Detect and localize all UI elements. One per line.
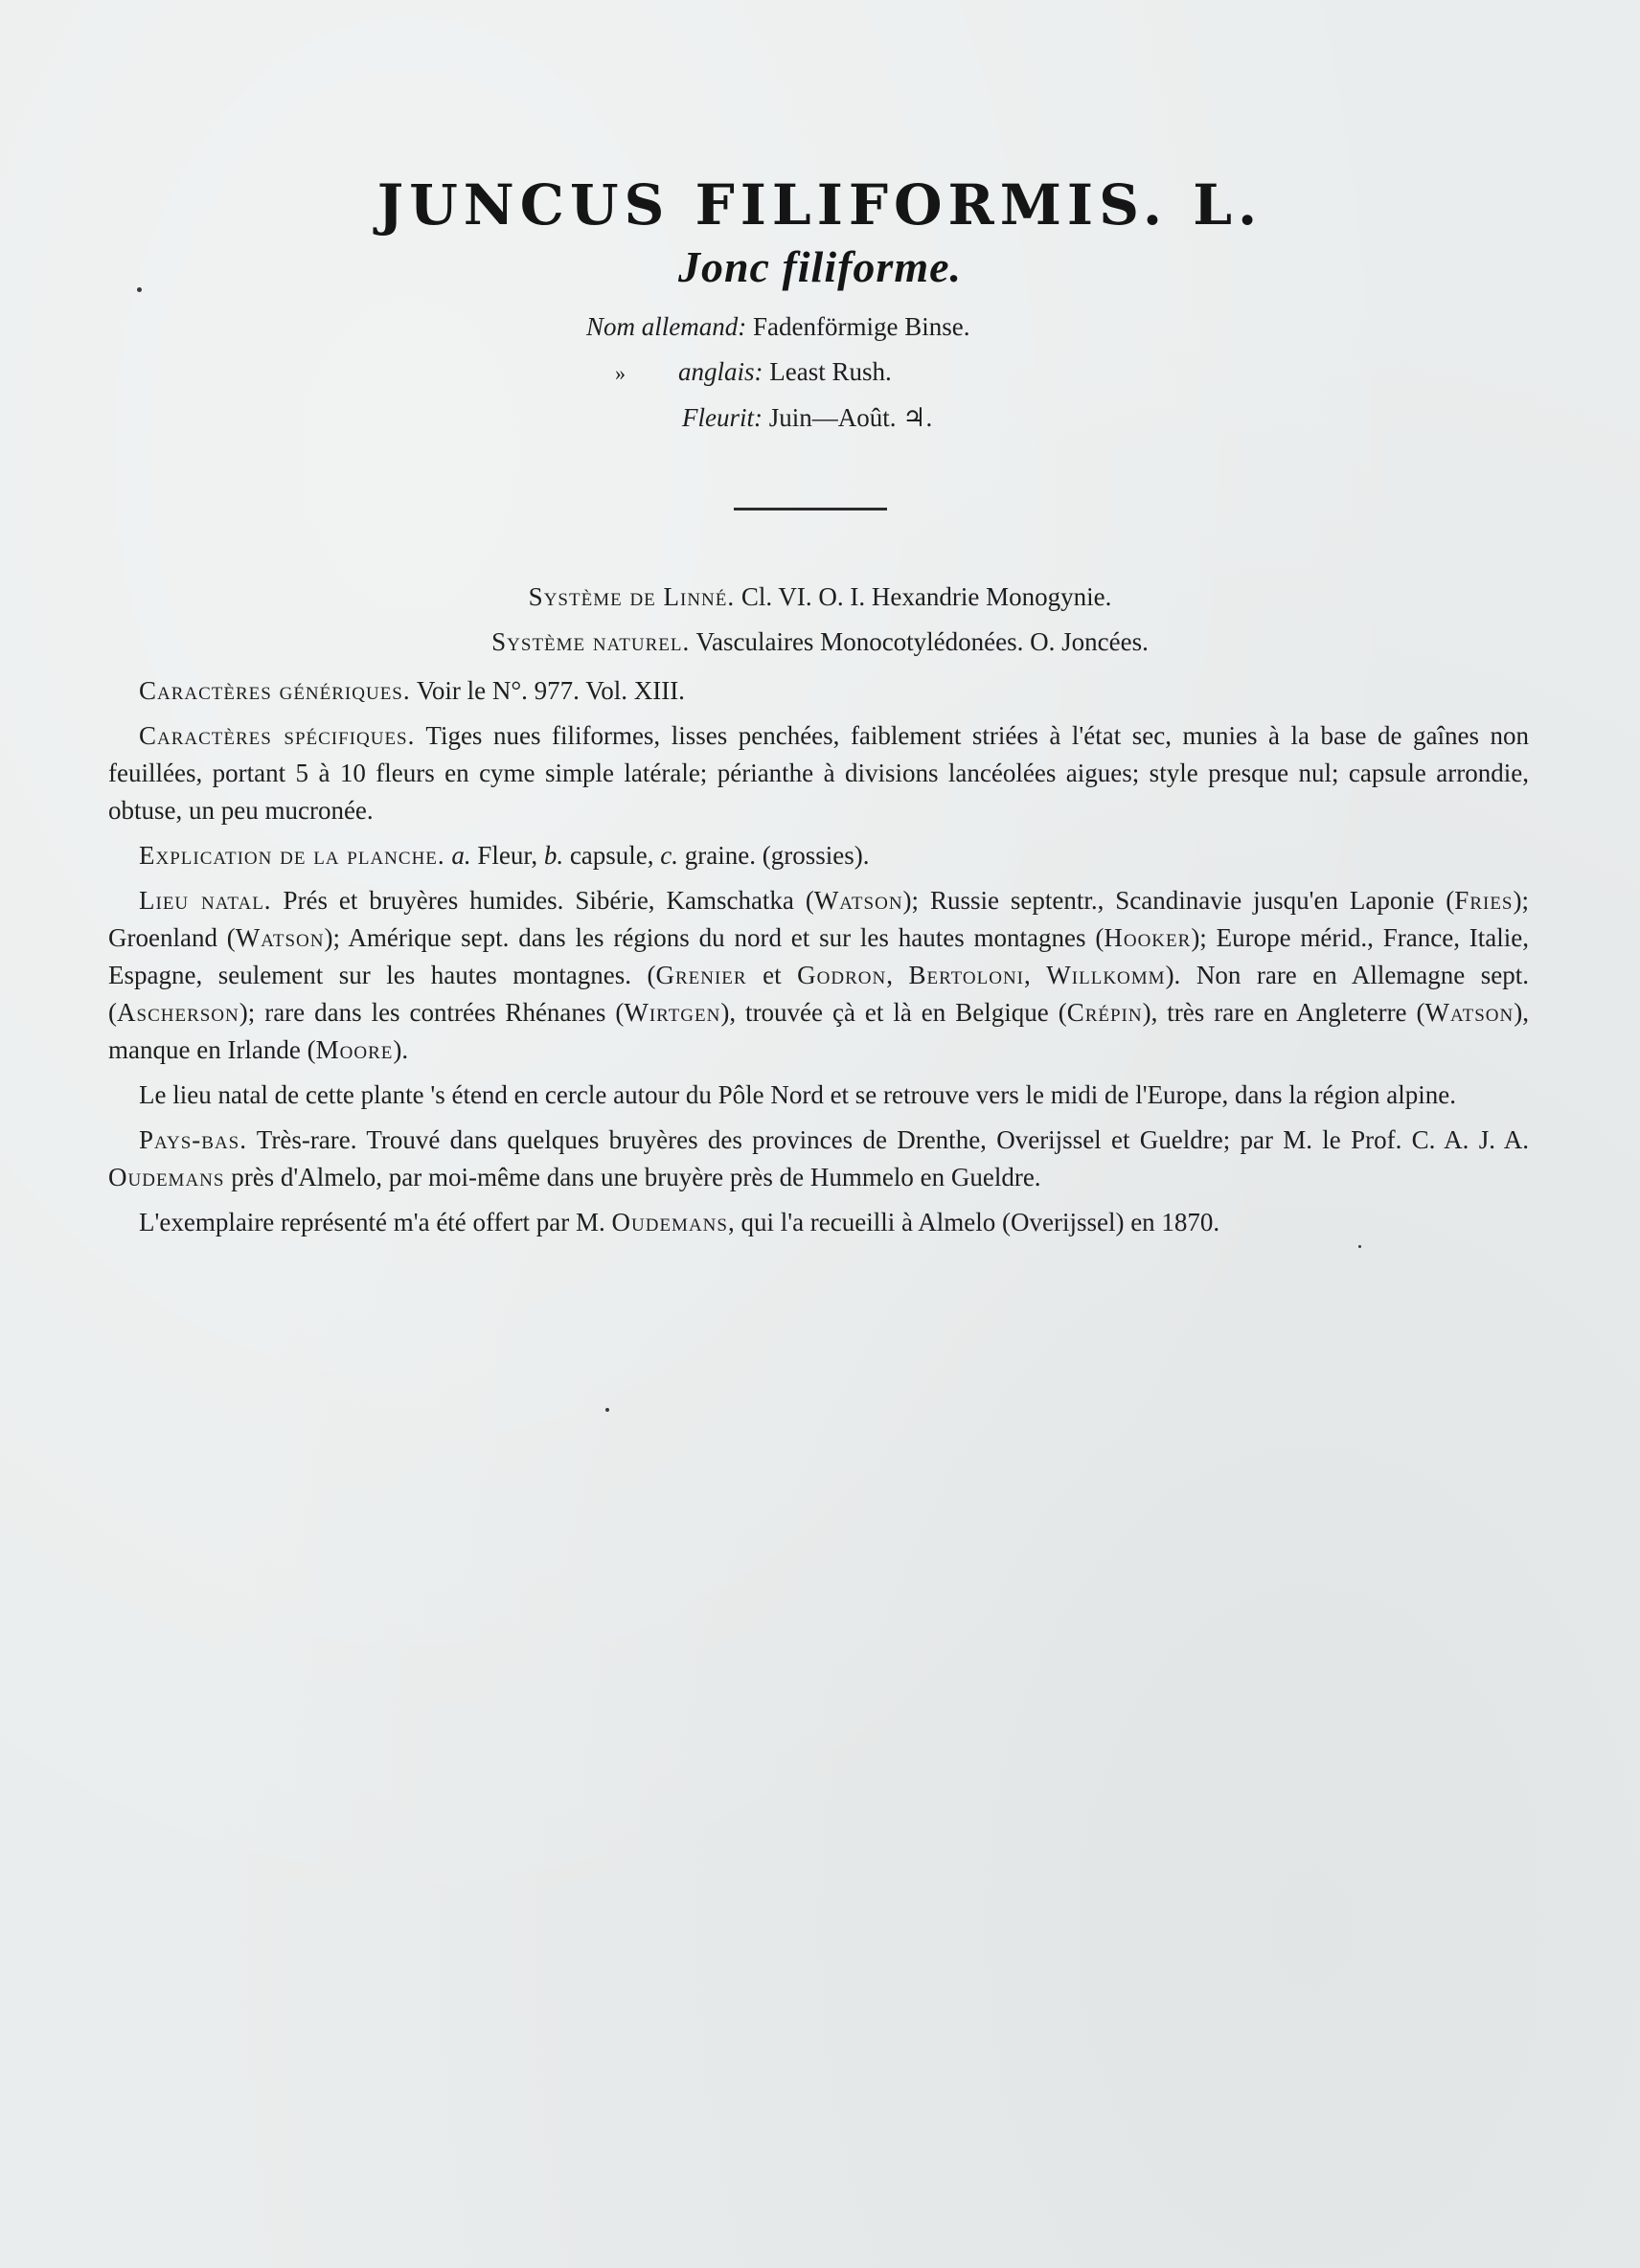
english-name-value: Least Rush. <box>769 357 892 386</box>
german-name-label: Nom allemand: <box>586 312 747 341</box>
author-name: Watson <box>235 923 325 952</box>
figure-a-letter: a. <box>451 841 471 870</box>
paper-speck <box>137 287 142 292</box>
native-range-text: ); Russie septentr., Scandinavie jusqu'en Laponie ( <box>902 886 1455 915</box>
common-names-block <box>575 305 1073 441</box>
specimen-text: , qui l'a recueilli à Almelo (Overijssel) en 1870. <box>727 1208 1220 1236</box>
generic-characters-text: Voir le N°. 977. Vol. XIII. <box>416 676 685 705</box>
author-name: Fries <box>1454 886 1514 915</box>
section-divider <box>734 508 887 510</box>
specific-characters-paragraph <box>108 717 1529 829</box>
linne-classification <box>0 582 1640 612</box>
ditto-mark: » <box>615 361 626 385</box>
author-name: Watson <box>813 886 903 915</box>
circumpolar-text: Le lieu natal de cette plante 's étend en cercle autour du Pôle Nord et se retrouve vers le midi de l'Europe, dans la région alpine. <box>139 1080 1456 1109</box>
author-name: Moore <box>315 1035 394 1064</box>
figure-c-letter: c. <box>660 841 679 870</box>
native-range-paragraph <box>108 882 1529 1069</box>
linne-value: Cl. VI. O. I. Hexandrie Monogynie. <box>740 582 1112 611</box>
page-title: JUNCUS FILIFORMIS. L. <box>376 172 1264 238</box>
native-range-label: Lieu natal. <box>139 886 272 915</box>
author-name: Willkomm <box>1046 961 1166 989</box>
specific-characters-label: Caractères spécifiques. <box>139 721 416 750</box>
figure-c-text: graine. (grossies). <box>684 841 870 870</box>
naturel-label: Système naturel. <box>491 627 691 656</box>
page-subtitle: Jonc filiforme. <box>677 242 963 291</box>
author-name: Oudemans <box>108 1163 225 1191</box>
specific-characters-text: Tiges nues filiformes, lisses penchées, faiblement striées à l'état sec, munies à la base de gaînes non feuillées, portant 5 à 10 fleurs en cyme simple latérale; périanthe à divisions lancéolées aigues; style presque nul; capsule arrondie, obtuse, un peu mucronée. <box>108 721 1529 825</box>
specimen-paragraph <box>108 1204 1529 1241</box>
generic-characters-paragraph <box>108 672 1529 710</box>
german-name-value: Fadenförmige Binse. <box>752 312 970 341</box>
native-range-text: ). Non rare en Allemagne sept. ( <box>108 961 1530 1027</box>
native-range-text: Prés et bruyères humides. Sibérie, Kamschatka ( <box>283 886 814 915</box>
natural-classification <box>0 627 1640 657</box>
author-name: Ascherson <box>117 998 239 1027</box>
author-name: Wirtgen <box>624 998 721 1027</box>
native-range-text: ), très rare en Angleterre ( <box>1142 998 1425 1027</box>
german-name-row <box>575 305 1073 350</box>
flowering-value: Juin—Août. ♃. <box>768 403 933 432</box>
plate-explanation-paragraph <box>108 837 1529 874</box>
figure-b-text: capsule, <box>569 841 654 870</box>
netherlands-text: Très-rare. Trouvé dans quelques bruyères des provinces de Drenthe, Overijssel et Gueldre; par M. le Prof. C. A. J. A. <box>256 1125 1530 1154</box>
native-range-text: ). <box>393 1035 409 1064</box>
paper-speck <box>605 1408 609 1412</box>
figure-a-text: Fleur, <box>477 841 538 870</box>
english-name-label: anglais: <box>678 357 763 386</box>
author-name: Bertoloni <box>908 961 1025 989</box>
native-range-text: et <box>763 961 782 989</box>
author-name: Grenier <box>655 961 747 989</box>
linne-label: Système de Linné. <box>528 582 736 611</box>
specimen-text: L'exemplaire représenté m'a été offert par M. <box>139 1208 605 1236</box>
paper-speck <box>1358 1245 1361 1248</box>
netherlands-paragraph <box>108 1122 1529 1196</box>
author-name: Godron <box>797 961 887 989</box>
generic-characters-label: Caractères génériques. <box>139 676 411 705</box>
netherlands-label: Pays-bas. <box>139 1125 247 1154</box>
author-name: Hooker <box>1104 923 1192 952</box>
native-range-text: ); Europe mérid., France, Italie, Espagne, seulement sur les hautes montagnes. ( <box>108 923 1529 989</box>
native-range-text: ), manque en Irlande ( <box>108 998 1529 1064</box>
author-name: Crépin <box>1066 998 1143 1027</box>
native-range-text: ); Amérique sept. dans les régions du nord et sur les hautes montagnes ( <box>324 923 1105 952</box>
netherlands-text: près d'Almelo, par moi-même dans une bruyère près de Hummelo en Gueldre. <box>231 1163 1041 1191</box>
circumpolar-paragraph <box>108 1077 1529 1114</box>
author-name: Oudemans <box>611 1208 728 1236</box>
flowering-row <box>575 396 1073 441</box>
native-range-text: , <box>886 961 893 989</box>
native-range-text: ); Groenland ( <box>108 886 1529 952</box>
english-name-row <box>575 350 1073 396</box>
plate-explanation-label: Explication de la planche. <box>139 841 445 870</box>
author-name: Watson <box>1424 998 1515 1027</box>
description-body <box>108 672 1529 1249</box>
native-range-text: ), trouvée çà et là en Belgique ( <box>720 998 1067 1027</box>
naturel-value: Vasculaires Monocotylédonées. O. Joncées. <box>695 627 1149 656</box>
flowering-label: Fleurit: <box>682 403 763 432</box>
native-range-text: , <box>1024 961 1031 989</box>
figure-b-letter: b. <box>543 841 564 870</box>
native-range-text: ); rare dans les contrées Rhénanes ( <box>239 998 625 1027</box>
